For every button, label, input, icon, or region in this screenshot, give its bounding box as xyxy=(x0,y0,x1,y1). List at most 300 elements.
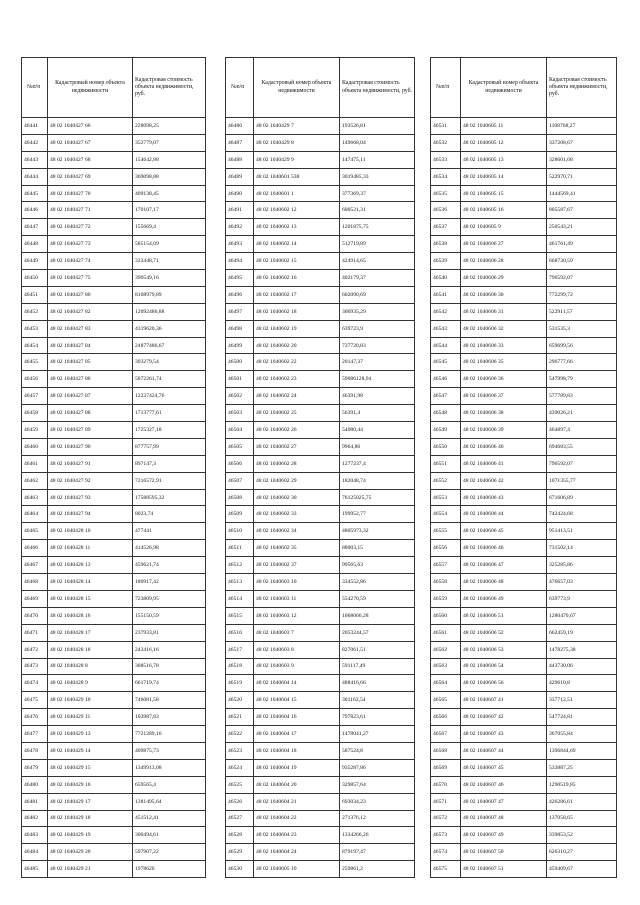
cell-cadastral-value: 522911,57 xyxy=(547,303,617,320)
cell-number: 46511 xyxy=(226,540,254,557)
cell-number: 46444 xyxy=(22,168,48,185)
cell-cadastral-number: 48 02 1040427 69 xyxy=(48,168,133,185)
table-row xyxy=(226,422,415,439)
cell-cadastral-number: 48 02 1040606 35 xyxy=(461,354,547,371)
table-row xyxy=(22,438,206,455)
cell-cadastral-number: 48 02 1040605 14 xyxy=(461,168,547,185)
table-row xyxy=(226,286,415,303)
cell-cadastral-value: 554270,59 xyxy=(340,590,415,607)
cell-cadastral-value: 59086128,94 xyxy=(340,371,415,388)
cell-cadastral-number: 48 02 1040607 49 xyxy=(461,827,547,844)
cell-cadastral-number: 48 02 1040429 13 xyxy=(48,726,133,743)
cell-cadastral-value: 300494,61 xyxy=(133,827,206,844)
table-row xyxy=(22,320,206,337)
cell-number: 46570 xyxy=(431,776,461,793)
table-row xyxy=(22,405,206,422)
cell-number: 46559 xyxy=(431,590,461,607)
cell-number: 46542 xyxy=(431,303,461,320)
cell-cadastral-number: 48 02 1040428 9 xyxy=(48,675,133,692)
cell-cadastral-value: 377369,37 xyxy=(340,185,415,202)
table-row xyxy=(431,118,617,135)
cell-number: 46501 xyxy=(226,371,254,388)
cell-cadastral-number: 48 02 1040605 11 xyxy=(461,118,547,135)
cell-number: 46483 xyxy=(22,827,48,844)
cell-number: 46467 xyxy=(22,557,48,574)
cell-number: 46485 xyxy=(22,861,48,878)
cell-cadastral-number: 48 02 1040429 9 xyxy=(254,151,340,168)
cell-cadastral-value: 9964,86 xyxy=(340,438,415,455)
cell-cadastral-number: 48 02 1040429 7 xyxy=(254,118,340,135)
cell-cadastral-number: 48 02 1040603 7 xyxy=(254,624,340,641)
cell-cadastral-value: 1290519,85 xyxy=(547,776,617,793)
table-row xyxy=(431,270,617,287)
cell-number: 46562 xyxy=(431,641,461,658)
cell-number: 46443 xyxy=(22,151,48,168)
cell-cadastral-value: 306935,29 xyxy=(340,303,415,320)
cell-cadastral-number: 48 02 1040604 15 xyxy=(254,692,340,709)
table-row xyxy=(22,726,206,743)
cell-number: 46533 xyxy=(431,151,461,168)
cell-cadastral-value: 8108979,89 xyxy=(133,286,206,303)
table-row xyxy=(431,405,617,422)
table-row xyxy=(226,759,415,776)
cell-number: 46449 xyxy=(22,253,48,270)
table-row xyxy=(22,759,206,776)
table-row xyxy=(22,776,206,793)
table-row xyxy=(226,168,415,185)
cell-cadastral-value: 897147,3 xyxy=(133,455,206,472)
cell-cadastral-number: 48 02 1040602 33 xyxy=(254,506,340,523)
cell-number: 46509 xyxy=(226,506,254,523)
cell-cadastral-number: 48 02 1040602 28 xyxy=(254,455,340,472)
cell-cadastral-number: 48 02 1040606 42 xyxy=(461,472,547,489)
cell-number: 46461 xyxy=(22,455,48,472)
cell-cadastral-number: 48 02 1040606 36 xyxy=(461,371,547,388)
cell-cadastral-value: 393279,54 xyxy=(133,354,206,371)
table-row xyxy=(431,726,617,743)
cell-number: 46478 xyxy=(22,742,48,759)
table-row xyxy=(226,455,415,472)
cell-cadastral-number: 48 02 1040606 32 xyxy=(461,320,547,337)
cell-cadastral-number: 48 02 1040427 72 xyxy=(48,219,133,236)
table-row xyxy=(431,861,617,878)
table-row xyxy=(22,692,206,709)
cell-cadastral-value: 796592,07 xyxy=(547,455,617,472)
table-row xyxy=(226,793,415,810)
cell-cadastral-value: 797823,61 xyxy=(340,709,415,726)
cell-number: 46504 xyxy=(226,422,254,439)
cell-cadastral-number: 48 02 1040428 11 xyxy=(48,540,133,557)
cell-cadastral-number: 48 02 1040429 19 xyxy=(48,827,133,844)
cell-cadastral-value: 24877486,67 xyxy=(133,337,206,354)
cadastral-table-1 xyxy=(21,57,206,878)
table-row xyxy=(22,810,206,827)
cell-number: 46518 xyxy=(226,658,254,675)
cell-number: 46473 xyxy=(22,658,48,675)
cell-cadastral-value: 329857,64 xyxy=(340,776,415,793)
cell-cadastral-number: 48 02 1040602 29 xyxy=(254,472,340,489)
cell-cadastral-value: 600521,31 xyxy=(340,202,415,219)
cell-cadastral-number: 48 02 1040606 53 xyxy=(461,641,547,658)
cell-cadastral-value: 659565,4 xyxy=(133,776,206,793)
cell-cadastral-value: 182048,74 xyxy=(340,472,415,489)
cell-number: 46531 xyxy=(431,118,461,135)
cell-cadastral-number: 48 02 1040606 28 xyxy=(461,253,547,270)
cell-cadastral-value: 626310,27 xyxy=(547,844,617,861)
table-row xyxy=(22,861,206,878)
table-row xyxy=(431,607,617,624)
table-row xyxy=(431,658,617,675)
table-row xyxy=(22,422,206,439)
cell-cadastral-value: 4319620,36 xyxy=(133,320,206,337)
cell-number: 46555 xyxy=(431,523,461,540)
cell-number: 46456 xyxy=(22,371,48,388)
cell-number: 46500 xyxy=(226,354,254,371)
cell-cadastral-value: 597907,22 xyxy=(133,844,206,861)
table-row xyxy=(22,658,206,675)
cell-number: 46573 xyxy=(431,827,461,844)
cell-cadastral-value: 337208,67 xyxy=(547,134,617,151)
cell-number: 46505 xyxy=(226,438,254,455)
table-row xyxy=(431,337,617,354)
cell-cadastral-number: 48 02 1040606 43 xyxy=(461,489,547,506)
cell-number: 46554 xyxy=(431,506,461,523)
cell-cadastral-value: 671606,89 xyxy=(547,489,617,506)
table-row xyxy=(226,742,415,759)
table-row xyxy=(226,320,415,337)
cell-cadastral-value: 8023,74 xyxy=(133,506,206,523)
cell-cadastral-value: 1396844,69 xyxy=(547,742,617,759)
table-row xyxy=(431,422,617,439)
table-row xyxy=(226,371,415,388)
cell-cadastral-number: 48 02 1040607 42 xyxy=(461,709,547,726)
cell-cadastral-value: 587524,8 xyxy=(340,742,415,759)
cell-cadastral-number: 48 02 1040429 16 xyxy=(48,776,133,793)
cell-cadastral-value: 17588595,32 xyxy=(133,489,206,506)
cell-cadastral-value: 76125025,75 xyxy=(340,489,415,506)
cell-cadastral-number: 48 02 1040606 52 xyxy=(461,624,547,641)
cell-cadastral-number: 48 02 1040604 23 xyxy=(254,827,340,844)
table-row xyxy=(226,827,415,844)
cell-number: 46495 xyxy=(226,270,254,287)
table-row xyxy=(226,607,415,624)
table-row xyxy=(22,270,206,287)
table-row xyxy=(226,151,415,168)
table-row xyxy=(22,337,206,354)
cell-cadastral-value: 103987,83 xyxy=(133,709,206,726)
cell-cadastral-value: 170107,17 xyxy=(133,202,206,219)
table-row xyxy=(226,438,415,455)
table-row xyxy=(22,844,206,861)
cell-cadastral-value: 668730,59 xyxy=(547,253,617,270)
table-row xyxy=(22,506,206,523)
cell-cadastral-number: 48 02 1040428 17 xyxy=(48,624,133,641)
cell-number: 46460 xyxy=(22,438,48,455)
cell-cadastral-number: 48 02 1040429 10 xyxy=(48,692,133,709)
cell-number: 46520 xyxy=(226,692,254,709)
cell-cadastral-value: 308516,78 xyxy=(133,658,206,675)
cell-number: 46544 xyxy=(431,337,461,354)
cell-cadastral-number: 48 02 1040429 21 xyxy=(48,861,133,878)
cell-number: 46545 xyxy=(431,354,461,371)
cell-number: 46457 xyxy=(22,388,48,405)
table-row xyxy=(22,134,206,151)
table-row xyxy=(226,692,415,709)
table-row xyxy=(22,253,206,270)
cell-number: 46563 xyxy=(431,658,461,675)
cell-cadastral-value: 5872261,74 xyxy=(133,371,206,388)
cell-cadastral-number: 48 02 1040427 80 xyxy=(48,286,133,303)
table-row xyxy=(22,590,206,607)
cell-cadastral-value: 459621,74 xyxy=(133,557,206,574)
cell-number: 46551 xyxy=(431,455,461,472)
cell-cadastral-value: 602090,69 xyxy=(340,286,415,303)
cell-cadastral-number: 48 02 1040607 43 xyxy=(461,726,547,743)
table-row xyxy=(431,219,617,236)
cell-cadastral-value: 731502,14 xyxy=(547,540,617,557)
cell-number: 46480 xyxy=(22,776,48,793)
cell-number: 46451 xyxy=(22,286,48,303)
cell-number: 46516 xyxy=(226,624,254,641)
table-row xyxy=(22,675,206,692)
cell-cadastral-value: 742424,68 xyxy=(547,506,617,523)
cell-number: 46572 xyxy=(431,810,461,827)
table-row xyxy=(226,337,415,354)
cell-cadastral-value: 737720,83 xyxy=(340,337,415,354)
cell-number: 46472 xyxy=(22,641,48,658)
cell-number: 46493 xyxy=(226,236,254,253)
cell-cadastral-number: 48 02 1040428 15 xyxy=(48,590,133,607)
cell-cadastral-value: 2053244,57 xyxy=(340,624,415,641)
cell-cadastral-value: 390549,16 xyxy=(133,270,206,287)
cell-cadastral-value: 488416,66 xyxy=(340,675,415,692)
table-header-row xyxy=(431,58,617,118)
cell-cadastral-value: 1478041,27 xyxy=(340,726,415,743)
cell-number: 46506 xyxy=(226,455,254,472)
table-row xyxy=(226,405,415,422)
cell-cadastral-number: 48 02 1040427 74 xyxy=(48,253,133,270)
cell-cadastral-number: 48 02 1040606 49 xyxy=(461,590,547,607)
cell-cadastral-number: 48 02 1040427 83 xyxy=(48,320,133,337)
table-row xyxy=(226,641,415,658)
cell-cadastral-value: 296777,66 xyxy=(547,354,617,371)
table-row xyxy=(22,540,206,557)
cell-number: 46494 xyxy=(226,253,254,270)
cell-number: 46446 xyxy=(22,202,48,219)
table-row xyxy=(226,303,415,320)
cell-cadastral-number: 48 02 1040604 19 xyxy=(254,759,340,776)
table-row xyxy=(431,793,617,810)
table-row xyxy=(226,861,415,878)
cell-cadastral-number: 48 02 1040429 11 xyxy=(48,709,133,726)
cell-cadastral-value: 1201875,75 xyxy=(340,219,415,236)
cell-cadastral-value: 547998,79 xyxy=(547,371,617,388)
table-row xyxy=(431,675,617,692)
cell-cadastral-number: 48 02 1040604 18 xyxy=(254,742,340,759)
cell-number: 46488 xyxy=(226,151,254,168)
cell-cadastral-value: 477441 xyxy=(133,523,206,540)
cell-cadastral-value: 88003,15 xyxy=(340,540,415,557)
cell-cadastral-value: 1108768,27 xyxy=(547,118,617,135)
cell-cadastral-value: 409138,45 xyxy=(133,185,206,202)
cell-cadastral-value: 237933,81 xyxy=(133,624,206,641)
cell-number: 46568 xyxy=(431,742,461,759)
cell-cadastral-number: 48 02 1040607 45 xyxy=(461,759,547,776)
cell-cadastral-number: 48 02 1040607 51 xyxy=(461,861,547,878)
cell-cadastral-number: 48 02 1040602 22 xyxy=(254,354,340,371)
table-row xyxy=(22,557,206,574)
table-row xyxy=(22,388,206,405)
table-row xyxy=(226,590,415,607)
cell-number: 46522 xyxy=(226,726,254,743)
table-row xyxy=(431,472,617,489)
cell-cadastral-number: 48 02 1040607 48 xyxy=(461,810,547,827)
table-row xyxy=(226,675,415,692)
cell-cadastral-value: 805587,67 xyxy=(547,202,617,219)
cell-cadastral-number: 48 02 1040606 47 xyxy=(461,557,547,574)
cell-number: 46549 xyxy=(431,422,461,439)
cell-number: 46540 xyxy=(431,270,461,287)
table-row xyxy=(22,286,206,303)
cell-cadastral-value: 328601,68 xyxy=(547,151,617,168)
cell-number: 46474 xyxy=(22,675,48,692)
table-row xyxy=(22,641,206,658)
cell-cadastral-value: 746081,58 xyxy=(133,692,206,709)
cell-cadastral-number: 48 02 1040607 50 xyxy=(461,844,547,861)
cell-cadastral-number: 48 02 1040428 8 xyxy=(48,658,133,675)
header-number: №п/п xyxy=(22,58,48,118)
cell-number: 46513 xyxy=(226,574,254,591)
cell-cadastral-value: 439026,21 xyxy=(547,405,617,422)
cell-cadastral-value: 155150,59 xyxy=(133,607,206,624)
table-row xyxy=(22,472,206,489)
cell-number: 46502 xyxy=(226,388,254,405)
cell-cadastral-value: 149668,04 xyxy=(340,134,415,151)
cell-cadastral-value: 228098,25 xyxy=(133,118,206,135)
cell-cadastral-number: 48 02 1040606 31 xyxy=(461,303,547,320)
cell-number: 46508 xyxy=(226,489,254,506)
cell-number: 46532 xyxy=(431,134,461,151)
cell-cadastral-value: 877757,99 xyxy=(133,438,206,455)
cell-cadastral-value: 1478275,38 xyxy=(547,641,617,658)
cell-cadastral-number: 48 02 1040429 17 xyxy=(48,793,133,810)
table-row xyxy=(431,303,617,320)
cell-cadastral-value: 4805973,32 xyxy=(340,523,415,540)
table-row xyxy=(226,557,415,574)
cell-cadastral-value: 662459,19 xyxy=(547,624,617,641)
cell-cadastral-value: 409875,73 xyxy=(133,742,206,759)
cell-number: 46565 xyxy=(431,692,461,709)
cell-cadastral-value: 659699,56 xyxy=(547,337,617,354)
cell-cadastral-number: 48 02 1040428 18 xyxy=(48,641,133,658)
table-row xyxy=(226,574,415,591)
cell-cadastral-value: 250543,21 xyxy=(547,219,617,236)
cell-cadastral-value: 693034,23 xyxy=(340,793,415,810)
table-row xyxy=(226,810,415,827)
cell-cadastral-number: 48 02 1040606 27 xyxy=(461,236,547,253)
table-row xyxy=(226,726,415,743)
cell-cadastral-number: 48 02 1040604 16 xyxy=(254,709,340,726)
cell-cadastral-number: 48 02 1040427 93 xyxy=(48,489,133,506)
table-row xyxy=(431,540,617,557)
cell-cadastral-value: 1280470,67 xyxy=(547,607,617,624)
cell-cadastral-number: 48 02 1040602 13 xyxy=(254,219,340,236)
cell-cadastral-number: 48 02 1040604 22 xyxy=(254,810,340,827)
cell-cadastral-value: 402179,37 xyxy=(340,270,415,287)
cell-cadastral-number: 48 02 1040606 54 xyxy=(461,658,547,675)
cell-cadastral-number: 48 02 1040606 51 xyxy=(461,607,547,624)
cell-cadastral-value: 7216572,91 xyxy=(133,472,206,489)
cell-number: 46484 xyxy=(22,844,48,861)
cell-number: 46462 xyxy=(22,472,48,489)
cell-cadastral-value: 443730,06 xyxy=(547,658,617,675)
cell-number: 46466 xyxy=(22,540,48,557)
cell-cadastral-number: 48 02 1040607 44 xyxy=(461,742,547,759)
cell-cadastral-value: 243416,16 xyxy=(133,641,206,658)
table-row xyxy=(22,371,206,388)
cell-cadastral-value: 1068066,28 xyxy=(340,607,415,624)
cell-number: 46503 xyxy=(226,405,254,422)
cell-cadastral-value: 1444569,41 xyxy=(547,185,617,202)
cell-cadastral-number: 48 02 1040603 8 xyxy=(254,641,340,658)
cell-number: 46517 xyxy=(226,641,254,658)
cell-number: 46547 xyxy=(431,388,461,405)
cell-cadastral-value: 723809,95 xyxy=(133,590,206,607)
cell-cadastral-value: 147475,11 xyxy=(340,151,415,168)
table-row xyxy=(22,151,206,168)
cell-cadastral-value: 1349913,08 xyxy=(133,759,206,776)
cell-number: 46560 xyxy=(431,607,461,624)
cell-cadastral-number: 48 02 1040428 16 xyxy=(48,607,133,624)
cell-cadastral-value: 531535,3 xyxy=(547,320,617,337)
cell-cadastral-number: 48 02 1040606 46 xyxy=(461,540,547,557)
cell-number: 46475 xyxy=(22,692,48,709)
table-row xyxy=(22,574,206,591)
cell-cadastral-value: 796592,07 xyxy=(547,270,617,287)
cell-cadastral-number: 48 02 1040607 46 xyxy=(461,776,547,793)
cell-cadastral-number: 48 02 1040427 82 xyxy=(48,303,133,320)
table-row xyxy=(431,354,617,371)
table-row xyxy=(226,540,415,557)
cell-cadastral-number: 48 02 1040606 56 xyxy=(461,675,547,692)
cell-cadastral-value: 180917,42 xyxy=(133,574,206,591)
table-row xyxy=(22,827,206,844)
table-row xyxy=(431,776,617,793)
cell-cadastral-value: 1725327,18 xyxy=(133,422,206,439)
cell-number: 46476 xyxy=(22,709,48,726)
cell-number: 46561 xyxy=(431,624,461,641)
table-row xyxy=(431,185,617,202)
table-row xyxy=(431,455,617,472)
cell-cadastral-value: 7721289,16 xyxy=(133,726,206,743)
cell-number: 46477 xyxy=(22,726,48,743)
cell-number: 46479 xyxy=(22,759,48,776)
cell-cadastral-number: 48 02 1040603 10 xyxy=(254,574,340,591)
cell-cadastral-value: 367055,84 xyxy=(547,726,617,743)
cell-number: 46514 xyxy=(226,590,254,607)
cell-cadastral-value: 476657,03 xyxy=(547,574,617,591)
cell-number: 46450 xyxy=(22,270,48,287)
cell-number: 46442 xyxy=(22,134,48,151)
header-number: №п/п xyxy=(431,58,461,118)
cell-number: 46459 xyxy=(22,422,48,439)
cell-number: 46497 xyxy=(226,303,254,320)
cell-number: 46455 xyxy=(22,354,48,371)
cell-cadastral-value: 827061,51 xyxy=(340,641,415,658)
cell-number: 46575 xyxy=(431,861,461,878)
cell-number: 46498 xyxy=(226,320,254,337)
cell-cadastral-number: 48 02 1040605 12 xyxy=(461,134,547,151)
